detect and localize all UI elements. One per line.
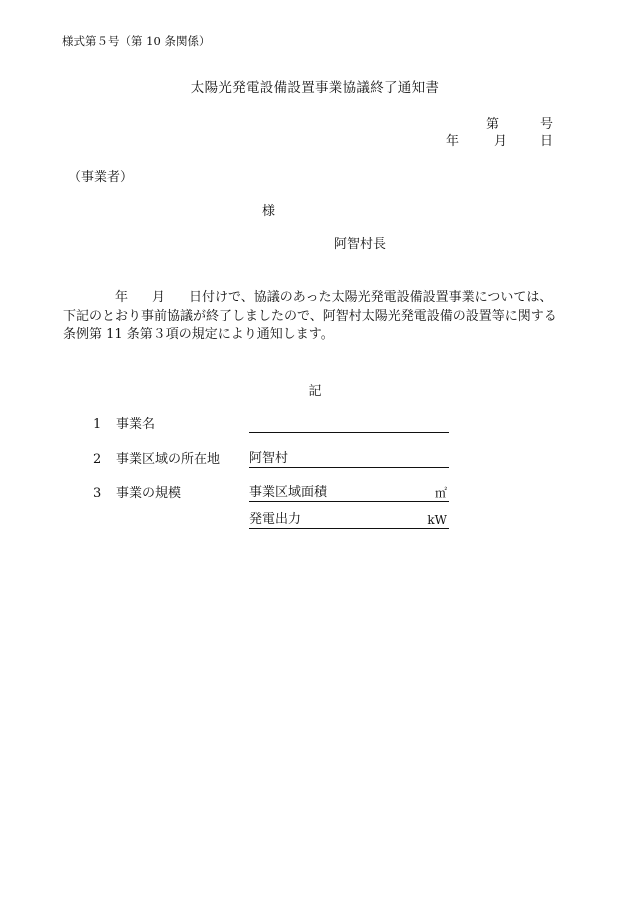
date-month: 月: [494, 134, 508, 149]
document-title: 太陽光発電設備設置事業協議終了通知書: [190, 80, 440, 96]
sender-name: 阿智村長: [334, 237, 387, 252]
item-1-label: 事業名: [116, 417, 156, 432]
item-3-area-field[interactable]: [249, 485, 449, 502]
date-day: 日: [540, 134, 554, 149]
addressee-label: （事業者）: [68, 170, 134, 185]
body-line-1-rest: 日付けで、協議のあった太陽光発電設備設置事業については、: [189, 290, 553, 305]
item-2-label: 事業区域の所在地: [116, 452, 221, 467]
body-line-1: [63, 289, 573, 308]
date-year: 年: [446, 134, 460, 149]
doc-number-dai: 第: [486, 117, 500, 132]
honorific-sama: 様: [262, 204, 276, 219]
item-3-label: 事業の規模: [116, 486, 182, 501]
item-1-field[interactable]: [249, 416, 449, 433]
body-line-2: 下記のとおり事前協議が終了しましたので、阿智村太陽光発電設備の設置等に関する: [63, 308, 557, 324]
item-1-number: 1: [93, 417, 102, 432]
notice-body: [63, 289, 573, 345]
item-3-area-label: 事業区域面積: [249, 485, 328, 500]
item-2-field[interactable]: [249, 451, 449, 468]
item-3-output-unit: kW: [427, 513, 447, 527]
item-3-number: 3: [93, 486, 102, 501]
item-2-value: 阿智村: [249, 451, 289, 466]
body-line-3: 条例第 11 条第３項の規定により通知します。: [63, 327, 334, 343]
item-2-number: 2: [93, 452, 102, 467]
item-3-output-field[interactable]: [249, 512, 449, 529]
item-3-area-unit: ㎡: [434, 486, 447, 500]
form-number: 様式第５号（第 10 条関係）: [62, 34, 211, 48]
item-3-output-label: 発電出力: [249, 512, 302, 527]
body-year: 年: [115, 290, 129, 305]
doc-number-go: 号: [540, 117, 554, 132]
body-month: 月: [152, 290, 166, 305]
ki-heading: 記: [308, 384, 322, 399]
